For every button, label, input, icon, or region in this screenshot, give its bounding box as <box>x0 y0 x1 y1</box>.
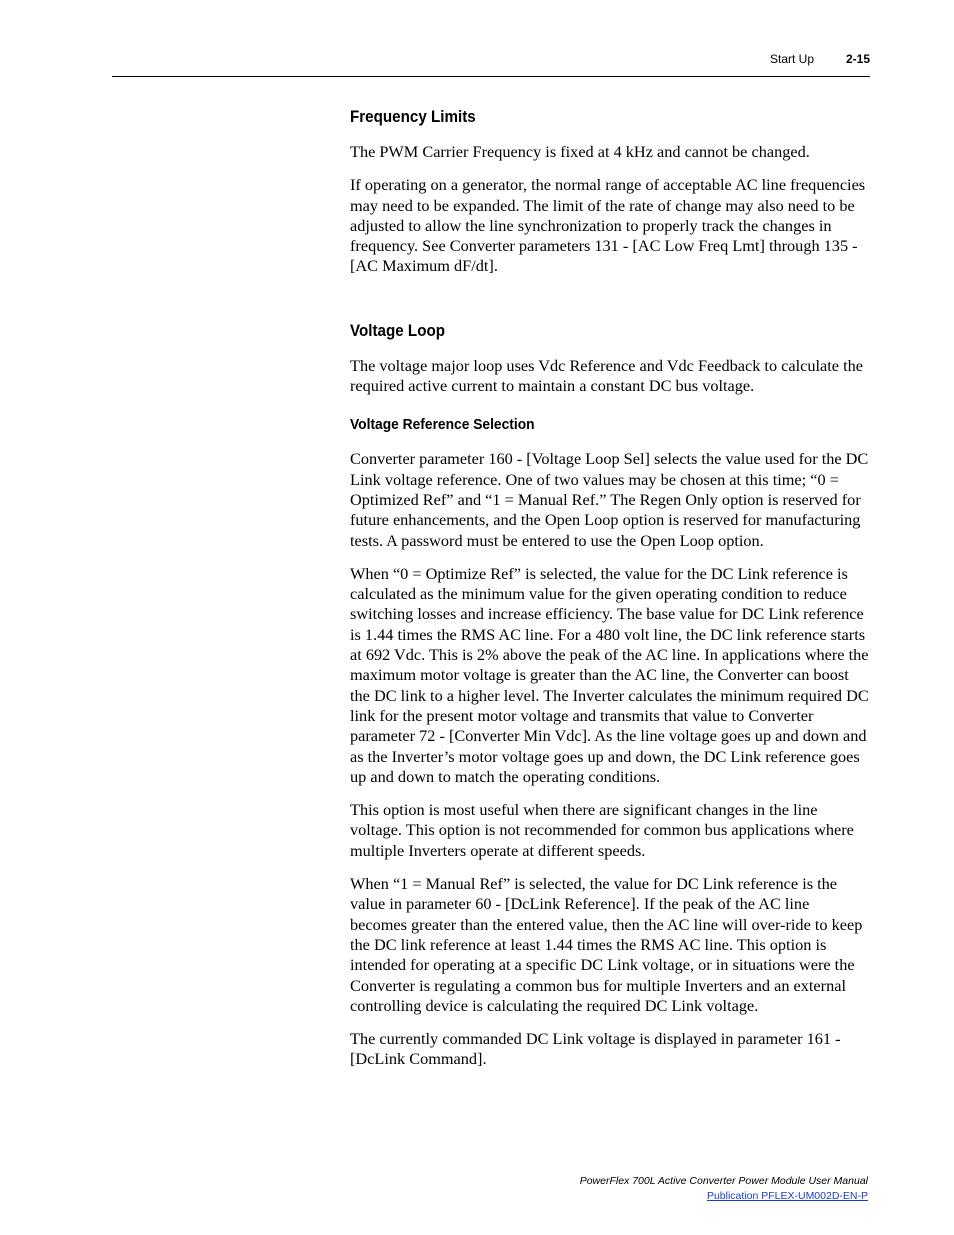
heading-voltage-loop: Voltage Loop <box>350 321 446 340</box>
paragraph: Converter parameter 160 - [Voltage Loop Sel] selects the value used for the DC Link voltage reference. One of two values may be chosen at this time; “0 = Optimized Ref” and “1 = Manual Ref.” The Regen Only option is reserved for future enhancements, and the Open Loop option is reserved for manufacturing tests. A password must be entered to use the Open Loop option. <box>350 449 869 550</box>
paragraph: The voltage major loop uses Vdc Reference and Vdc Feedback to calculate the required active current to maintain a constant DC bus voltage. <box>350 355 863 396</box>
paragraph: When “0 = Optimize Ref” is selected, the value for the DC Link reference is calculated as the minimum value for the given operating condition to reduce switching losses and increase efficiency. The base value for DC Link reference is 1.44 times the RMS AC line. For a 480 volt line, the DC link reference starts at 692 Vdc. This is 2% above the peak of the AC line. In applications where the maximum motor voltage is greater than the AC line, the Converter can boost the DC link to a higher level. The Inverter calculates the minimum required DC link for the present motor voltage and transmits that value to Converter parameter 72 - [Converter Min Vdc]. As the line voltage goes up and down and as the Inverter’s motor voltage goes up and down, the DC Link reference goes up and down to match the operating conditions. <box>350 563 869 786</box>
main-content <box>350 106 870 1070</box>
running-header-section: Start Up <box>770 52 815 66</box>
paragraph: This option is most useful when there are significant changes in the line voltage. This option is not recommended for common bus applications where multiple Inverters operate at different speeds. <box>350 800 854 860</box>
paragraph: If operating on a generator, the normal range of acceptable AC line frequencies may need to be expanded. The limit of the rate of change may also need to be adjusted to allow the line synchronization to properly track the changes in frequency. See Converter parameters 131 - [AC Low Freq Lmt] through 135 - [AC Maximum dF/dt]. <box>350 175 866 276</box>
heading-frequency-limits: Frequency Limits <box>350 108 476 126</box>
paragraph: The PWM Carrier Frequency is fixed at 4 kHz and cannot be changed. <box>350 142 810 161</box>
paragraph: When “1 = Manual Ref” is selected, the value for DC Link reference is the value in parameter 60 - [DcLink Reference]. If the peak of the AC line becomes greater than the entered value, then the AC line will over-ride to keep the DC link reference at least 1.44 times the RMS AC line. This option is intended for operating at a specific DC Link voltage, or in situations were the Converter is regulating a common bus for multiple Inverters and an external controlling device is calculating the required DC Link voltage. <box>350 874 863 1015</box>
header-rule <box>112 76 870 77</box>
page-number: 2-15 <box>846 52 871 66</box>
footer-publication-link[interactable]: Publication PFLEX-UM002D-EN-P <box>706 1190 868 1202</box>
footer-manual-title: PowerFlex 700L Active Converter Power Module User Manual <box>579 1175 868 1187</box>
heading-voltage-reference-selection: Voltage Reference Selection <box>350 416 535 434</box>
paragraph: The currently commanded DC Link voltage is displayed in parameter 161 - [DcLink Command]. <box>350 1029 841 1069</box>
